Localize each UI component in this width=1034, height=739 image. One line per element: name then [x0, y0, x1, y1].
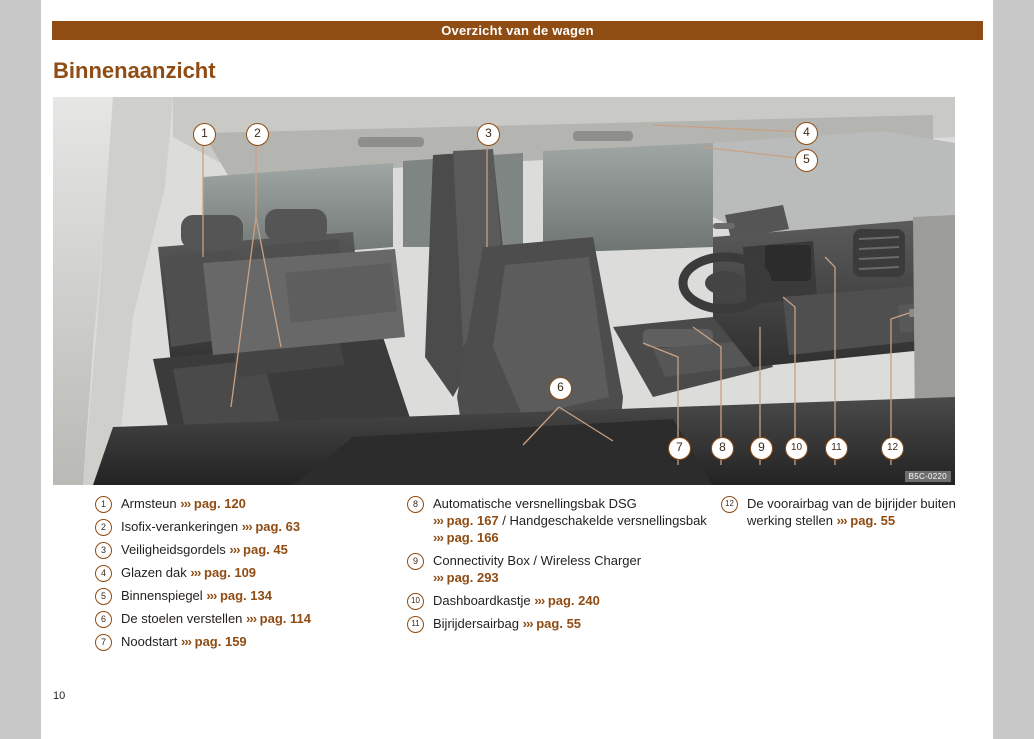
legend-text: Bijrijdersairbag: [433, 616, 519, 631]
legend-page-ref: pag. 45: [243, 542, 288, 557]
legend-page-ref-2: pag. 166: [446, 530, 499, 545]
callout-9: 9: [750, 437, 773, 460]
page: [41, 0, 993, 739]
arrows-icon: ›››: [180, 496, 191, 511]
list-item: [721, 495, 1001, 529]
list-item: [95, 610, 385, 627]
legend-page-ref: pag. 109: [204, 565, 257, 580]
legend-number: 8: [407, 496, 424, 513]
callout-6: 6: [549, 377, 572, 400]
legend-text: Automatische versnellingsbak DSG: [433, 496, 637, 511]
callout-1: 1: [193, 123, 216, 146]
legend-text: De voorairbag van de bijrijder buiten werking stellen: [747, 496, 956, 528]
interior-view-figure: [53, 97, 955, 485]
legend-text: Dashboardkastje: [433, 593, 531, 608]
list-item: [95, 587, 385, 604]
legend-number: 1: [95, 496, 112, 513]
legend-number: 11: [407, 616, 424, 633]
arrows-icon: ›››: [836, 513, 847, 528]
legend-text: Veiligheidsgordels: [121, 542, 226, 557]
callout-4: 4: [795, 122, 818, 145]
legend-number: 3: [95, 542, 112, 559]
arrows-icon: ›››: [229, 542, 240, 557]
list-item: [407, 615, 707, 632]
legend-number: 10: [407, 593, 424, 610]
callout-5: 5: [795, 149, 818, 172]
page-header-bar: Overzicht van de wagen: [52, 21, 983, 40]
legend-number: 2: [95, 519, 112, 536]
list-item: [95, 541, 385, 558]
arrows-icon: ›››: [433, 570, 443, 585]
legend-number: 9: [407, 553, 424, 570]
arrows-icon: ›››: [433, 513, 443, 528]
legend-text-cont: / Handgeschakelde versnellingsbak: [502, 513, 707, 528]
legend-page-ref: pag. 159: [194, 634, 247, 649]
legend-text: Isofix-verankeringen: [121, 519, 239, 534]
list-item: [95, 518, 385, 535]
legend-page-ref: pag. 63: [255, 519, 301, 534]
legend-page-ref: pag. 55: [536, 616, 582, 631]
callout-8: 8: [711, 437, 734, 460]
list-item: [407, 495, 707, 546]
legend-number: 12: [721, 496, 738, 513]
legend-page-ref: pag. 167: [446, 513, 499, 528]
legend-page-ref: pag. 114: [259, 611, 311, 626]
legend-number: 6: [95, 611, 112, 628]
legend-text: Glazen dak: [121, 565, 187, 580]
figure-code: B5C-0220: [905, 471, 951, 482]
legend-text: Noodstart: [121, 634, 178, 649]
page-title: Binnenaanzicht: [53, 58, 216, 83]
legend-page-ref: pag. 293: [446, 570, 499, 585]
page-number: 10: [53, 690, 66, 702]
legend-number: 7: [95, 634, 112, 651]
legend-column-3: [721, 495, 1001, 535]
arrows-icon: ›››: [241, 519, 252, 534]
arrows-icon: ›››: [206, 588, 217, 603]
arrows-icon: ›››: [522, 616, 533, 631]
legend-number: 4: [95, 565, 112, 582]
arrows-icon: ›››: [181, 634, 191, 649]
callout-3: 3: [477, 123, 500, 146]
legend-text: Connectivity Box / Wireless Charger: [433, 553, 642, 568]
callout-12: 12: [881, 437, 904, 460]
arrows-icon: ›››: [246, 611, 257, 626]
legend-number: 5: [95, 588, 112, 605]
callout-11: 11: [825, 437, 848, 460]
callout-2: 2: [246, 123, 269, 146]
legend-column-2: [407, 495, 707, 638]
legend-column-1: [95, 495, 385, 656]
list-item: [407, 592, 707, 609]
list-item: [95, 633, 385, 650]
legend-page-ref: pag. 134: [219, 588, 272, 603]
arrows-icon: ›››: [190, 565, 201, 580]
callout-7: 7: [668, 437, 691, 460]
legend-text: De stoelen verstellen: [121, 611, 243, 626]
legend-page-ref: pag. 55: [850, 513, 896, 528]
legend-page-ref: pag. 240: [547, 593, 600, 608]
car-interior-illustration: [53, 97, 955, 485]
list-item: [407, 552, 707, 586]
list-item: [95, 495, 385, 512]
list-item: [95, 564, 385, 581]
arrows-icon: ›››: [433, 530, 443, 545]
legend-page-ref: pag. 120: [193, 496, 246, 511]
legend: [53, 495, 983, 655]
legend-text: Armsteun: [121, 496, 177, 511]
legend-text: Binnenspiegel: [121, 588, 203, 603]
callout-10: 10: [785, 437, 808, 460]
arrows-icon: ›››: [534, 593, 545, 608]
